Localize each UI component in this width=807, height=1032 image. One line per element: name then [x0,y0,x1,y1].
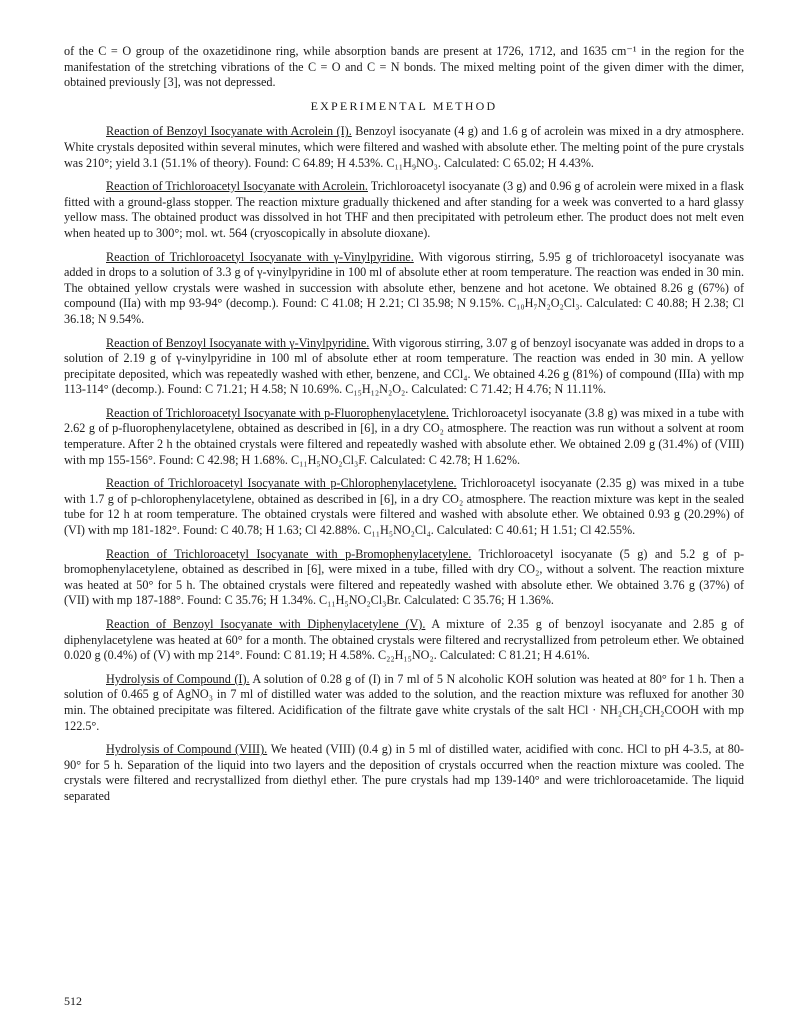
paragraph-title: Reaction of Benzoyl Isocyanate with γ-Vinylpyridine. [106,335,370,350]
intro-paragraph: of the C = O group of the oxazetidinone ring, while absorption bands are present at 1726, 1712, and 1635 cm⁻¹ in the region for the manifestation of the stretching vibrations of the C = O and C = N bonds. The mixed melting point of the given dimer with the dimer, obtained previously [3], was not depressed. [64,44,744,90]
paragraph-title: Reaction of Trichloroacetyl Isocyanate with p-Chlorophenylacetylene. [106,476,457,491]
paragraph-title: Hydrolysis of Compound (VIII). [106,742,268,757]
paragraph-text: With vigorous stirring, 5.95 g of trichloroacetyl isocyanate was added in drops to a solution of 3.3 g of γ-vinylpyridine in 100 ml of absolute ether at room temperature. The reaction was ended in 30 min. The obtained yellow crystals were washed in succession with absolute ether, benzene and hot acetone. We obtained 8.26 g (67%) of compound (IIa) with mp 93-94° (decomp.). Found: C 41.08; H 2.21; Cl 35.98; N 9.15%. C₁₀H₇N₂O₂Cl₃. Calculated: C 40.88; H 2.38; Cl 36.18; N 9.54%. [64,249,744,326]
paragraph-text: Trichloroacetyl isocyanate (2.35 g) was mixed in a tube with 1.7 g of p-chlorophenylacetylene, obtained as described in [6], in a dry CO₂ atmosphere. The reaction mixture was kept in the sealed tube for 12 h at room temperature. The obtained crystals were filtered and washed with absolute ether. We obtained 0.93 g (20.29%) of (VI) with mp 181-182°. Found: C 40.78; H 1.63; Cl 42.88%. C₁₁H₅NO₂Cl₄. Calculated: C 40.61; H 1.51; Cl 42.55%. [64,476,744,538]
paragraph-benzoyl-acrolein [64,124,744,171]
paragraph-trichloroacetyl-acrolein [64,179,744,241]
paragraph-title: Reaction of Benzoyl Isocyanate with Diphenylacetylene (V). [106,617,426,631]
paragraph-title: Reaction of Trichloroacetyl Isocyanate with γ-Vinylpyridine. [106,249,414,264]
paragraph-trichloroacetyl-chlorophenylacetylene [64,476,744,538]
page-body [64,44,744,813]
paragraph-text: A solution of 0.28 g of (I) in 7 ml of 5 N alcoholic KOH solution was heated at 80° for 1 h. Then a solution of 0.465 g of AgNO₃ in 7 ml of distilled water was added to the solution, and the reaction mixture was refluxed for another 30 min. The obtained precipitate was filtered. Acidification of the filtrate gave white crystals of the salt HCl · NH₂CH₂CH₂COOH with mp 122.5°. [64,671,744,733]
page-number: 512 [64,994,82,1008]
paragraph-text: Trichloroacetyl isocyanate (3 g) and 0.96 g of acrolein were mixed in a flask fitted with a ground-glass stopper. The reaction mixture gradually thickened and after standing for a week was converted to a hard glassy yellow mass. The obtained product was dissolved in hot THF and then precipitated with petroleum ether. The product does not melt even when heated up to 300°; mol. wt. 564 (cryoscopically in absolute dioxane). [64,179,744,240]
paragraph-title: Reaction of Trichloroacetyl Isocyanate with Acrolein. [106,179,368,194]
paragraph-text: Benzoyl isocyanate (4 g) and 1.6 g of acrolein was mixed in a dry atmosphere. White crystals deposited within several minutes, which were filtered and washed with absolute ether. The melting point of the pure crystals was 210°; yield 3.1 (51.1% of theory). Found: C 64.89; H 4.53%. C₁₁H₉NO₃. Calculated: C 65.02; H 4.43%. [64,124,745,170]
paragraph-title: Hydrolysis of Compound (I). [106,671,250,686]
paragraph-title: Reaction of Trichloroacetyl Isocyanate with p-Fluorophenylacetylene. [106,405,449,420]
paragraph-title: Reaction of Benzoyl Isocyanate with Acrolein (I). [106,124,352,139]
paragraph-hydrolysis-compound-i [64,672,744,734]
paragraph-text: A mixture of 2.35 g of benzoyl isocyanate and 2.85 g of diphenylacetylene was heated at 60° for a month. The obtained crystals were filtered and recrystallized from petroleum ether. We obtained 0.020 g (0.4%) of (V) with mp 214°. Found: C 81.19; H 4.58%. C₂₂H₁₅NO₂. Calculated: C 81.21; H 4.61%. [64,617,744,663]
paragraph-text: Trichloroacetyl isocyanate (5 g) and 5.2 g of p-bromophenylacetylene, obtained as described in [6], were mixed in a tube, filled with dry CO₂, without a solvent. The reaction mixture was heated at 50° for 5 h. The obtained crystals were filtered and repeatedly washed with absolute ether. We obtained 3.76 g (37%) of (VII) with mp 187-188°. Found: C 35.76; H 1.34%. C₁₁H₅NO₂Cl₃Br. Calculated: C 35.76; H 1.36%. [64,546,744,608]
section-heading: EXPERIMENTAL METHOD [310,98,498,113]
paragraph-title: Reaction of Trichloroacetyl Isocyanate with p-Bromophenylacetylene. [106,546,472,561]
paragraph-trichloroacetyl-fluorophenylacetylene [64,406,744,468]
paragraph-benzoyl-vinylpyridine [64,336,744,398]
paragraph-text: We heated (VIII) (0.4 g) in 5 ml of distilled water, acidified with conc. HCl to pH 4-3.5, at 80-90° for 5 h. Separation of the liquid into two layers and the deposition of crystals occurred when the reaction mixture was cooled. The crystals were filtered and recrystallized from diethyl ether. The pure crystals had mp 139-140° and were trichloroacetamide. The liquid separated [64,742,744,803]
paragraph-trichloroacetyl-bromophenylacetylene [64,547,744,609]
paragraph-benzoyl-diphenylacetylene [64,617,744,664]
paragraph-hydrolysis-compound-viii [64,742,744,804]
paragraph-text: Trichloroacetyl isocyanate (3.8 g) was mixed in a tube with 2.62 g of p-fluorophenylacetylene, obtained as described in [6], in a dry CO₂ atmosphere. The reaction was run without a solvent at room temperature. After 2 h the obtained crystals were filtered and repeatedly washed with absolute ether. We obtained 2.09 g (31.4%) of (VIII) with mp 155-156°. Found: C 42.98; H 1.68%. C₁₁H₅NO₂Cl₃F. Calculated: C 42.78; H 1.62%. [64,405,745,467]
paragraph-trichloroacetyl-vinylpyridine [64,250,744,328]
paragraph-text: With vigorous stirring, 3.07 g of benzoyl isocyanate was added in drops to a solution of 2.19 g of γ-vinylpyridine in 100 ml of absolute ether at room temperature. The reaction was ended in 30 min. A yellow precipitate deposited, which was repeatedly washed with ether, benzene, and CCl₄. We obtained 4.26 g (81%) of compound (IIIa) with mp 113-114° (decomp.). Found: C 71.21; H 4.58; N 10.69%. C₁₅H₁₂N₂O₂. Calculated: C 71.42; H 4.76; N 11.11%. [64,335,744,397]
